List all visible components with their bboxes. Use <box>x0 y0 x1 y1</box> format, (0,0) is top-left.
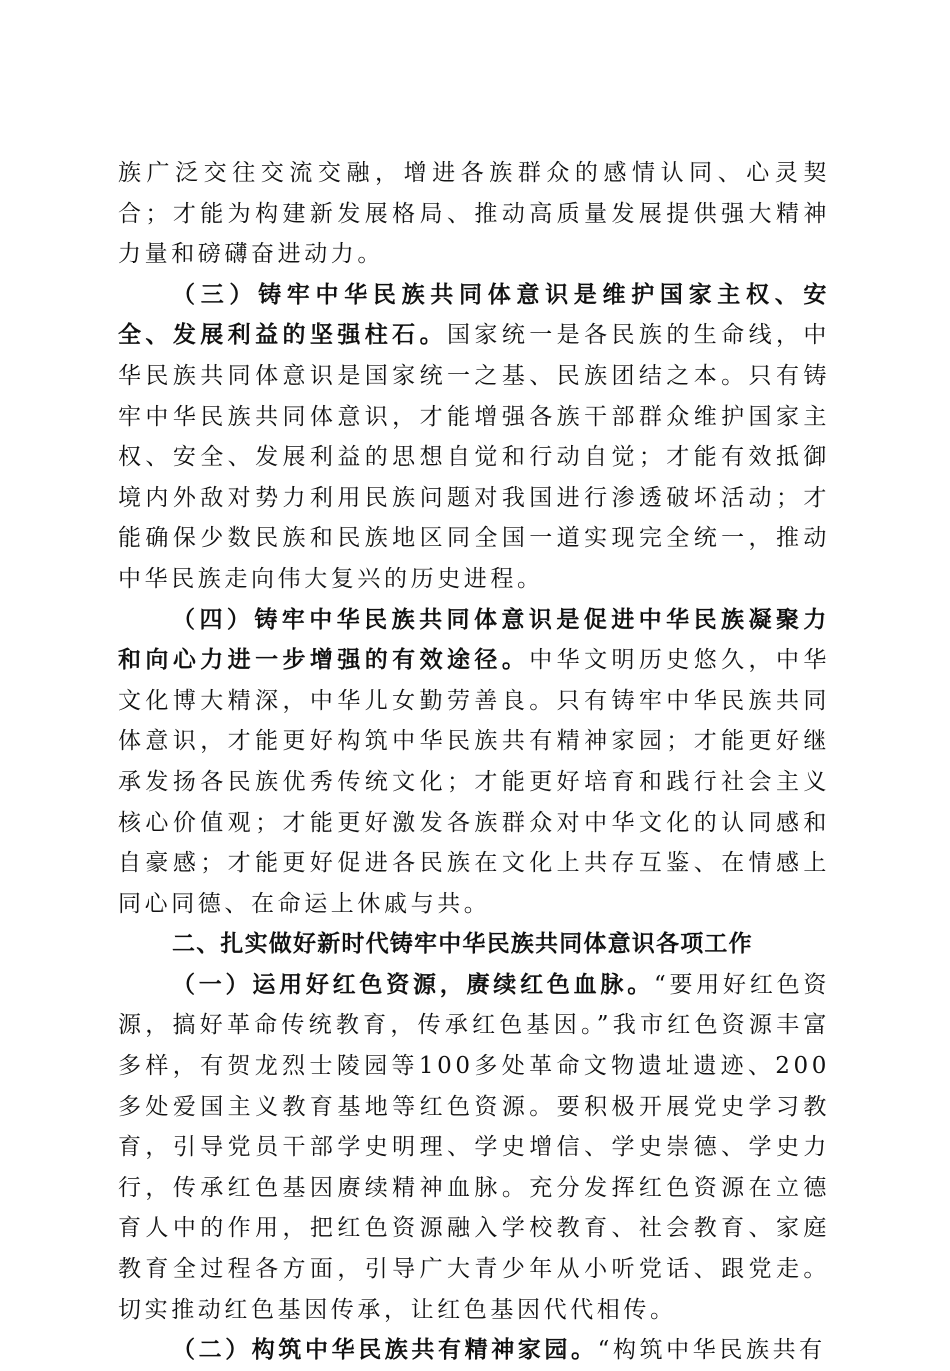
paragraph-continued <box>118 153 830 275</box>
paragraph-lead: （二）构筑中华民族共有精神家园。 <box>172 1336 598 1364</box>
paragraph-lead: （一）运用好红色资源，赓续红色血脉。 <box>172 970 654 998</box>
paragraph-1 <box>118 965 830 1330</box>
paragraph-body: 中华文明历史悠久，中华文化博大精深，中华儿女勤劳善良。只有铸牢中华民族共同体意识，才能更好构筑中华民族共有精神家园；才能更好继承发扬各民族优秀传统文化；才能更好培育和践行社会主义核心价值观；才能更好激发各族群众对中华文化的认同感和自豪感；才能更好促进各民族在文化上共存互鉴、在情感上同心同德、在命运上休戚与共。 <box>118 647 830 917</box>
paragraph-body: “构筑中华民族共有 <box>597 1337 826 1364</box>
paragraph-body: 族广泛交往交流交融，增进各族群众的感情认同、心灵契合；才能为构建新发展格局、推动高质量发展提供强大精神力量和磅礴奋进动力。 <box>118 160 830 268</box>
section-heading: 二、扎实做好新时代铸牢中华民族共同体意识各项工作 <box>172 930 753 958</box>
paragraph-3 <box>118 275 830 600</box>
document-page <box>118 153 830 1371</box>
paragraph-4 <box>118 600 830 925</box>
paragraph-2 <box>118 1330 830 1371</box>
paragraph-lead: （四）铸牢中华民族共同体意识是促进中华民族凝聚力和向心力进一步增强的有效途径。 <box>118 605 830 674</box>
paragraph-body: 国家统一是各民族的生命线，中华民族共同体意识是国家统一之基、民族团结之本。只有铸牢中华民族共同体意识，才能增强各族干部群众维护国家主权、安全、发展利益的思想自觉和行动自觉；才能有效抵御境内外敌对势力利用民族问题对我国进行渗透破坏活动；才能确保少数民族和民族地区同全国一道实现完全统一，推动中华民族走向伟大复兴的历史进程。 <box>118 322 831 592</box>
paragraph-lead: （三）铸牢中华民族共同体意识是维护国家主权、安全、发展利益的坚强柱石。 <box>118 280 830 349</box>
paragraph-body: “要用好红色资源，搞好革命传统教育，传承红色基因。”我市红色资源丰富多样，有贺龙烈士陵园等100多处革命文物遗址遗迹、200多处爱国主义教育基地等红色资源。要积极开展党史学习教育，引导党员干部学史明理、学史增信、学史崇德、学史力行，传承红色基因赓续精神血脉。充分发挥红色资源在立德育人中的作用，把红色资源融入学校教育、社会教育、家庭教育全过程各方面，引导广大青少年从小听党话、跟党走。切实推动红色基因传承，让红色基因代代相传。 <box>118 971 830 1323</box>
